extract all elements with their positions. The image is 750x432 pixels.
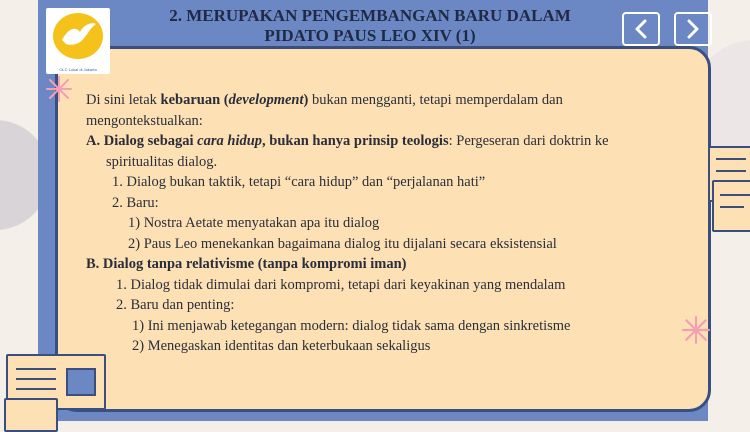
title-line-1: 2. MERUPAKAN PENGEMBANGAN BARU DALAM — [169, 6, 571, 25]
sparkle-icon — [46, 76, 72, 102]
section-a-rest: : Pergeseran dari doktrin ke — [448, 133, 609, 149]
next-slide-button[interactable] — [674, 12, 712, 46]
intro-rest: bukan mengganti, tetapi memperdalam dan — [308, 92, 563, 108]
intro-italic: development — [228, 92, 304, 108]
section-a-subitem-1: 1) Nostra Aetate menyatakan apa itu dialog — [128, 215, 380, 231]
decor-card-left-2 — [4, 398, 58, 432]
intro-line-2: mengontekstualkan: — [86, 112, 203, 129]
section-a-item-1: 1. Dialog bukan taktik, tetapi “cara hidup” dan “perjalanan hati” — [112, 174, 486, 190]
intro-bold: kebaruan ( — [160, 92, 229, 108]
section-b-item-1: 1. Dialog tidak dimulai dari kompromi, tetapi dari keyakinan yang mendalam — [116, 276, 566, 293]
sparkle-icon — [682, 316, 710, 344]
slide-content — [86, 90, 686, 357]
previous-slide-button[interactable] — [622, 12, 660, 46]
dove-icon — [58, 20, 100, 52]
section-a-bold: A. Dialog sebagai — [86, 133, 198, 149]
logo — [46, 8, 110, 74]
section-b-bold: B. Dialog tanpa relativisme (tanpa kompromi iman) — [86, 256, 407, 272]
section-b-item-2: 2. Baru dan penting: — [116, 297, 235, 313]
page-title — [120, 6, 620, 46]
chevron-right-icon — [685, 19, 701, 39]
intro-text: Di sini letak — [86, 92, 161, 108]
section-b-heading — [86, 254, 686, 275]
section-a-italic: cara hidup — [197, 133, 263, 149]
decor-card-right-2 — [712, 180, 750, 232]
intro-bold-close: ) — [303, 92, 309, 108]
section-b-subitem-2: 2) Menegaskan identitas dan keterbukaan sekaligus — [132, 338, 431, 354]
section-a-heading — [86, 131, 686, 152]
logo-text: OLC Lokal di Jakarta — [59, 67, 97, 72]
intro-paragraph — [86, 90, 686, 111]
title-line-2: PIDATO PAUS LEO XIV (1) — [264, 26, 476, 45]
section-a-subitem-2: 2) Paus Leo menekankan bagaimana dialog itu dijalani secara eksistensial — [128, 235, 557, 252]
chevron-left-icon — [633, 19, 649, 39]
section-a-line-2: spiritualitas dialog. — [106, 153, 218, 170]
section-b-subitem-1: 1) Ini menjawab ketegangan modern: dialog tidak sama dengan sinkretisme — [132, 317, 571, 334]
section-a-bold-2: , bukan hanya prinsip teologis — [262, 133, 449, 149]
section-a-item-2: 2. Baru: — [112, 194, 159, 211]
